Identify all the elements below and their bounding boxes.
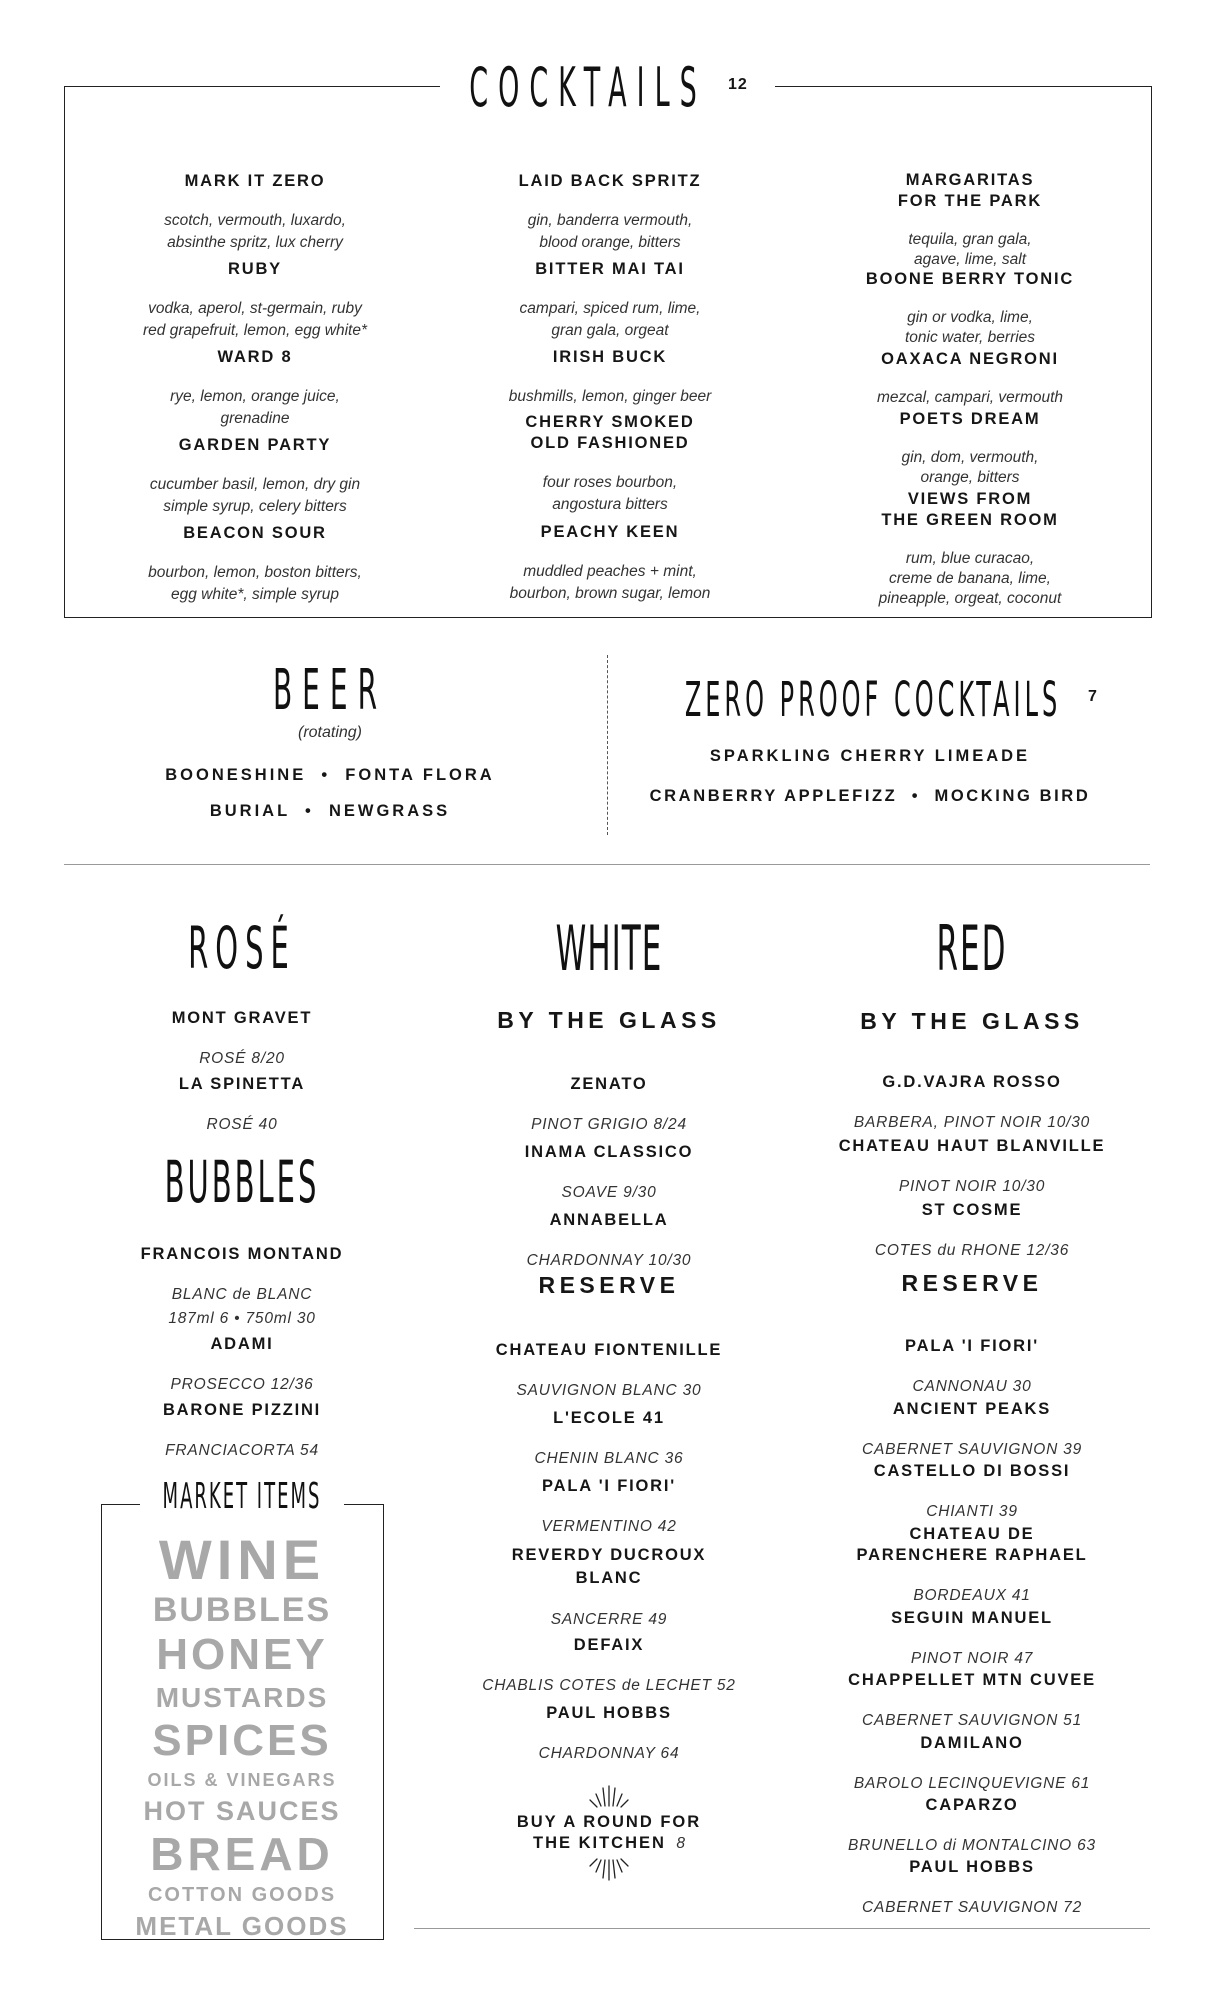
cocktail-desc: gin, banderra vermouth, blood orange, bitters (527, 212, 693, 251)
wine-item (810, 1318, 1134, 1395)
wine-name: CAPARZO (925, 1796, 1019, 1814)
wine-name: BARONE PIZZINI (162, 1401, 322, 1419)
zero-proof-line-2: CRANBERRY APPLEFIZZ • MOCKING BIRD (649, 787, 1091, 805)
wine-desc: ROSÉ 8/20 (199, 1050, 285, 1067)
wine-item (92, 1226, 392, 1327)
cocktail-name: CHERRY SMOKED OLD FASHIONED (525, 413, 695, 452)
bottom-divider (414, 1928, 1150, 1929)
wine-name: FRANCOIS MONTAND (140, 1245, 344, 1263)
cocktails-column-3 (830, 152, 1110, 627)
white-title: WHITE (555, 912, 663, 985)
wine-name: PAUL HOBBS (546, 1704, 672, 1722)
market-items-list (102, 1530, 382, 1942)
wine-name: CHATEAU FIONTENILLE (495, 1341, 723, 1359)
wine-desc: BAROLO LECINQUEVIGNE 61 (853, 1775, 1091, 1792)
white-glass-list (458, 1056, 760, 1291)
wine-item (440, 1526, 778, 1628)
cocktail-name: POETS DREAM (899, 410, 1041, 428)
cocktail-item (120, 329, 390, 427)
cocktail-item (120, 153, 390, 251)
bubbles-list (92, 1226, 392, 1481)
zero-proof-price: 7 (1088, 688, 1097, 705)
wine-desc: BARBERA, PINOT NOIR 10/30 (853, 1114, 1091, 1131)
market-item: WINE (158, 1528, 326, 1591)
round-line-2: THE KITCHEN (533, 1834, 666, 1852)
cocktail-desc: vodka, aperol, st-germain, ruby red grapefruit, lemon, egg white* (142, 300, 368, 339)
round-line-2-wrap (458, 1833, 760, 1855)
wine-desc: SOAVE 9/30 (561, 1184, 657, 1201)
wine-desc: ROSÉ 40 (206, 1116, 278, 1133)
cocktail-item (120, 241, 390, 339)
rose-list (92, 990, 392, 1155)
cocktail-item (475, 153, 745, 251)
burst-bottom-icon (584, 1856, 634, 1884)
cocktail-name: OAXACA NEGRONI (881, 350, 1059, 368)
wine-desc: BLANC de BLANC 187ml 6 • 750ml 30 (168, 1286, 316, 1327)
wine-name: CASTELLO DI BOSSI (873, 1462, 1071, 1480)
wine-name: MONT GRAVET (171, 1009, 313, 1027)
cocktail-name: PEACHY KEEN (540, 523, 680, 541)
white-by-the-glass-heading: BY THE GLASS (497, 1007, 721, 1033)
wine-name: PALA 'I FIORI' (905, 1337, 1039, 1355)
cocktail-name: MARGARITAS FOR THE PARK (897, 171, 1043, 210)
zero-proof-title: ZERO PROOF COCKTAILS (684, 672, 1062, 728)
cocktails-price: 12 (728, 76, 748, 93)
market-item: COTTON GOODS (147, 1884, 337, 1906)
wine-name: PALA 'I FIORI' (542, 1477, 676, 1495)
wine-item (440, 1685, 778, 1784)
cocktail-item (830, 152, 1110, 268)
cocktail-item (120, 417, 390, 515)
white-reserve-list (440, 1322, 778, 1784)
wine-name: PAUL HOBBS (909, 1858, 1035, 1876)
cocktail-desc: cucumber basil, lemon, dry gin simple syrup, celery bitters (149, 476, 361, 515)
burst-top-icon (584, 1782, 634, 1810)
wine-desc: CABERNET SAUVIGNON 39 (861, 1441, 1083, 1458)
market-item: METAL GOODS (135, 1911, 349, 1941)
cocktail-desc: scotch, vermouth, luxardo, absinthe spritz, lux cherry (164, 212, 346, 251)
wine-name: G.D.VAJRA ROSSO (882, 1073, 1062, 1091)
wine-name: L'ECOLE 41 (553, 1409, 665, 1427)
wine-name: DEFAIX (573, 1636, 645, 1654)
section-divider (64, 864, 1150, 865)
market-item: OILS & VINEGARS (147, 1770, 337, 1790)
wine-desc: PINOT NOIR 10/30 (898, 1178, 1046, 1195)
red-reserve-heading: RESERVE (901, 1270, 1043, 1296)
wine-name: CHATEAU DE PARENCHERE RAPHAEL (856, 1525, 1088, 1564)
wine-name: SEGUIN MANUEL (891, 1609, 1053, 1627)
wine-name: REVERDY DUCROUX BLANC (511, 1546, 707, 1587)
red-glass-list (810, 1054, 1134, 1281)
market-item: BREAD (150, 1828, 334, 1880)
wine-desc: COTES du RHONE 12/36 (874, 1242, 1070, 1259)
cocktail-name: LAID BACK SPRITZ (518, 172, 702, 190)
cocktail-desc: gin or vodka, lime, tonic water, berries (904, 309, 1036, 346)
cocktail-name: BEACON SOUR (183, 524, 327, 542)
beer-line-2: BURIAL • NEWGRASS (209, 802, 451, 820)
cocktail-item (475, 504, 745, 623)
market-item: HOT SAUCES (143, 1796, 341, 1826)
cocktail-item (475, 241, 745, 339)
red-by-the-glass-heading: BY THE GLASS (860, 1008, 1084, 1034)
wine-desc: PROSECCO 12/36 (170, 1376, 314, 1393)
wine-desc: BORDEAUX 41 (913, 1587, 1031, 1604)
red-reserve-list (810, 1318, 1134, 1938)
wine-desc: SANCERRE 49 (550, 1611, 668, 1628)
wine-desc: CHABLIS COTES de LECHET 52 (482, 1677, 736, 1694)
market-items-title: MARKET ITEMS (162, 1476, 322, 1517)
cocktails-column-2 (475, 153, 745, 623)
wine-desc: CABERNET SAUVIGNON 51 (861, 1712, 1083, 1729)
cocktail-name: GARDEN PARTY (178, 436, 332, 454)
wine-name: ANNABELLA (549, 1211, 669, 1229)
rose-title: ROSÉ (188, 914, 296, 982)
wine-desc: VERMENTINO 42 (541, 1518, 677, 1535)
wine-desc: CANNONAU 30 (912, 1378, 1032, 1395)
wine-desc: CHENIN BLANC 36 (534, 1450, 684, 1467)
cocktail-desc: bushmills, lemon, ginger beer (508, 388, 712, 405)
market-item: BUBBLES (152, 1591, 332, 1629)
wine-name: ST COSME (921, 1201, 1023, 1219)
cocktail-desc: rye, lemon, orange juice, grenadine (170, 388, 340, 427)
cocktail-desc: campari, spiced rum, lime, gran gala, orgeat (519, 300, 701, 339)
wine-item (440, 1322, 778, 1399)
wine-name: ANCIENT PEAKS (892, 1400, 1052, 1418)
cocktail-name: VIEWS FROM THE GREEN ROOM (881, 490, 1059, 529)
round-price: 8 (676, 1835, 685, 1852)
cocktail-name: RUBY (228, 260, 282, 278)
cocktail-desc: mezcal, campari, vermouth (876, 389, 1064, 406)
cocktail-item (475, 394, 745, 513)
wine-name: ADAMI (210, 1335, 274, 1353)
wine-name: CHAPPELLET MTN CUVEE (848, 1671, 1096, 1689)
wine-desc: FRANCIACORTA 54 (165, 1442, 319, 1459)
cocktail-name: MARK IT ZERO (184, 172, 326, 190)
wine-name: DAMILANO (920, 1734, 1024, 1752)
wine-desc: PINOT GRIGIO 8/24 (531, 1116, 687, 1133)
zero-proof-line-1: SPARKLING CHERRY LIMEADE (709, 747, 1031, 765)
bubbles-title: BUBBLES (164, 1148, 320, 1216)
cocktails-column-1 (120, 153, 390, 624)
market-item: MUSTARDS (155, 1682, 329, 1713)
wine-desc: CHIANTI 39 (926, 1503, 1018, 1520)
cocktail-desc: rum, blue curacao, creme de banana, lime, pineapple, orgeat, coconut (878, 550, 1062, 607)
cocktails-title: COCKTAILS (469, 56, 707, 119)
cocktail-desc: bourbon, lemon, boston bitters, egg white*, simple syrup (148, 564, 362, 603)
cocktail-name: BITTER MAI TAI (535, 260, 685, 278)
wine-desc: SAUVIGNON BLANC 30 (516, 1382, 702, 1399)
cocktail-name: BOONE BERRY TONIC (865, 270, 1075, 288)
wine-name: LA SPINETTA (178, 1075, 306, 1093)
market-item: SPICES (152, 1716, 332, 1765)
cocktail-desc: gin, dom, vermouth, orange, bitters (901, 449, 1039, 486)
section-divider-vertical (607, 655, 608, 835)
cocktail-desc: tequila, gran gala, agave, lime, salt (908, 231, 1032, 268)
wine-item (458, 1056, 760, 1133)
beer-title: BEER (272, 658, 388, 723)
wine-item (92, 990, 392, 1067)
wine-name: ZENATO (570, 1075, 648, 1093)
cocktail-item (830, 471, 1110, 627)
round-line-1: BUY A ROUND FOR (516, 1813, 702, 1831)
wine-name: INAMA CLASSICO (524, 1143, 694, 1161)
wine-desc: PINOT NOIR 47 (910, 1650, 1034, 1667)
market-item: HONEY (156, 1630, 328, 1679)
beer-note: (rotating) (297, 724, 363, 741)
wine-item (810, 1054, 1134, 1131)
wine-desc: CHARDONNAY 64 (538, 1745, 680, 1762)
white-reserve-heading: RESERVE (538, 1272, 680, 1298)
red-title: RED (936, 912, 1008, 985)
cocktail-desc: muddled peaches + mint, bourbon, brown sugar, lemon (509, 563, 711, 602)
beer-line-1: BOONESHINE • FONTA FLORA (165, 766, 495, 784)
wine-desc: CHARDONNAY 10/30 (526, 1252, 692, 1269)
wine-name: CHATEAU HAUT BLANVILLE (838, 1137, 1106, 1155)
cocktail-item (120, 505, 390, 624)
wine-desc: CABERNET SAUVIGNON 72 (861, 1899, 1083, 1916)
wine-desc: BRUNELLO di MONTALCINO 63 (848, 1837, 1096, 1854)
cocktail-name: IRISH BUCK (552, 348, 668, 366)
cocktail-desc: four roses bourbon, angostura bitters (542, 474, 678, 513)
cocktail-name: WARD 8 (217, 348, 293, 366)
